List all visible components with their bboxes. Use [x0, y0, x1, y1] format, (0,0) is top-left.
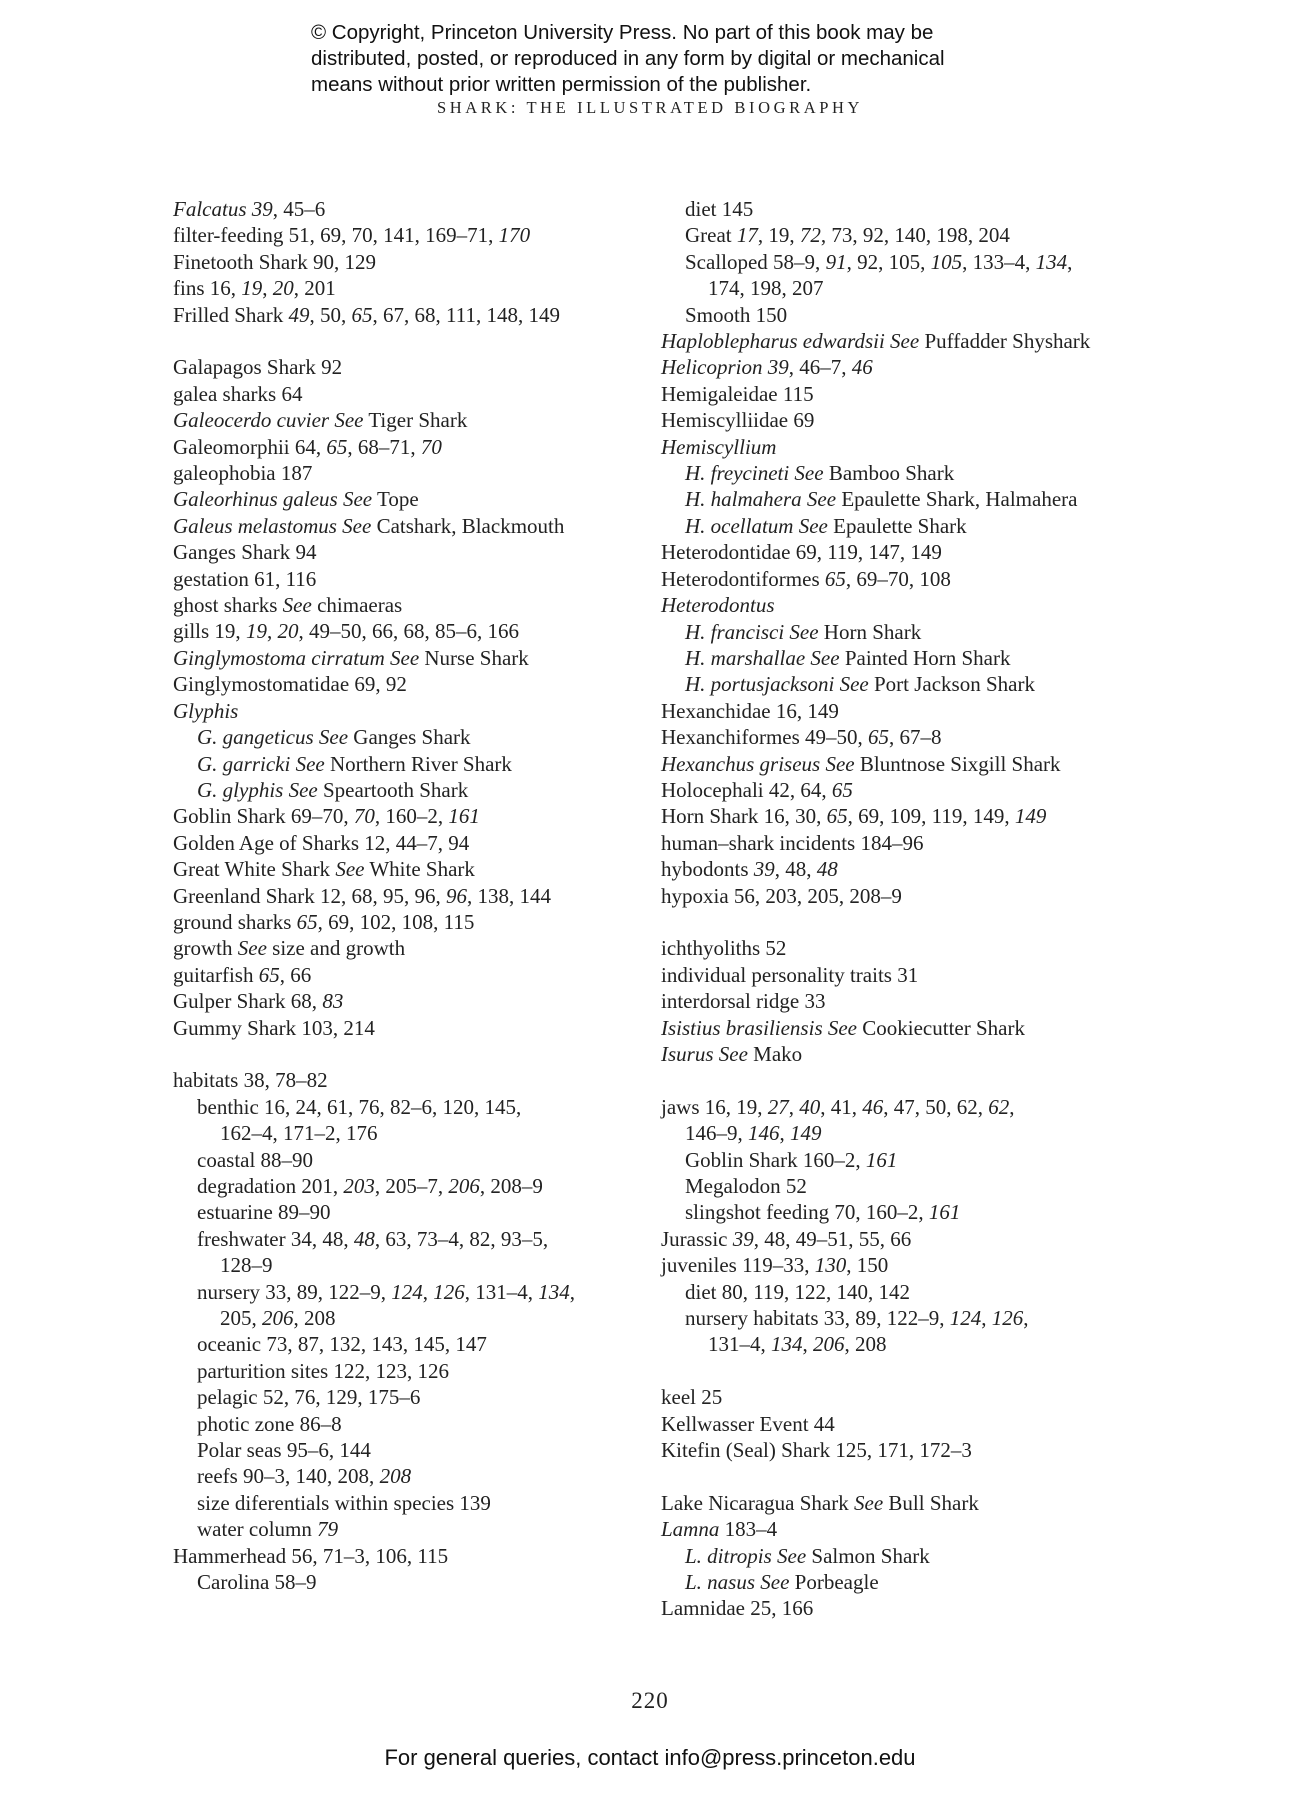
index-entry: Kitefin (Seal) Shark 125, 171, 172–3 — [661, 1438, 972, 1463]
index-gap — [661, 1463, 1151, 1489]
index-entry: Galeus melastomus See Catshark, Blackmouth — [173, 513, 565, 538]
index-subentry: reefs 90–3, 140, 208, 208 — [197, 1464, 412, 1489]
index-subentry: Polar seas 95–6, 144 — [197, 1438, 371, 1463]
index-column-right — [661, 196, 1151, 1622]
index-subentry: 146–9, 146, 149 — [685, 1121, 822, 1146]
index-subentry: L. ditropis See Salmon Shark — [685, 1543, 930, 1568]
index-subentry: water column 79 — [197, 1517, 339, 1542]
index-column-left — [173, 196, 643, 1596]
index-subentry: H. francisci See Horn Shark — [685, 619, 922, 644]
index-entry: Glyphis — [173, 698, 239, 723]
index-entry: Hemigaleidae 115 — [661, 381, 814, 406]
index-entry: Galeomorphii 64, 65, 68–71, 70 — [173, 434, 442, 459]
index-subentry: parturition sites 122, 123, 126 — [197, 1358, 449, 1383]
index-entry: Galeocerdo cuvier See Tiger Shark — [173, 408, 468, 433]
copyright-line: © Copyright, Princeton University Press. No part of this book may be — [311, 21, 934, 44]
index-entry: Greenland Shark 12, 68, 95, 96, 96, 138, 144 — [173, 883, 551, 908]
index-entry: Jurassic 39, 48, 49–51, 55, 66 — [661, 1226, 912, 1251]
index-entry: Golden Age of Sharks 12, 44–7, 94 — [173, 830, 470, 855]
index-subentry: H. marshallae See Painted Horn Shark — [685, 645, 1011, 670]
index-entry: hypoxia 56, 203, 205, 208–9 — [661, 883, 902, 908]
index-subentry: benthic 16, 24, 61, 76, 82–6, 120, 145, — [197, 1094, 522, 1119]
index-subentry: G. glyphis See Speartooth Shark — [197, 777, 469, 802]
index-entry: Ginglymostomatidae 69, 92 — [173, 672, 407, 697]
index-entry: Lamna 183–4 — [661, 1517, 778, 1542]
index-entry: Isurus See Mako — [661, 1041, 803, 1066]
index-entry: filter-feeding 51, 69, 70, 141, 169–71, 170 — [173, 223, 531, 248]
index-entry: Galapagos Shark 92 — [173, 355, 343, 380]
index-entry: Helicoprion 39, 46–7, 46 — [661, 355, 873, 380]
index-entry: Hexanchiformes 49–50, 65, 67–8 — [661, 725, 942, 750]
index-entry: Hemiscylliidae 69 — [661, 408, 815, 433]
index-entry: jaws 16, 19, 27, 40, 41, 46, 47, 50, 62, 62, — [661, 1094, 1015, 1119]
index-entry: Falcatus 39, 45–6 — [173, 197, 326, 221]
index-subentry: H. portusjacksoni See Port Jackson Shark — [685, 672, 1035, 697]
index-gap — [661, 909, 1151, 935]
index-subentry: nursery habitats 33, 89, 122–9, 124, 126, — [685, 1306, 1029, 1331]
index-entry: interdorsal ridge 33 — [661, 989, 826, 1014]
index-entry: ground sharks 65, 69, 102, 108, 115 — [173, 909, 475, 934]
index-entry: Ganges Shark 94 — [173, 540, 317, 565]
running-head: SHARK: THE ILLUSTRATED BIOGRAPHY — [436, 98, 864, 117]
index-entry: gills 19, 19, 20, 49–50, 66, 68, 85–6, 166 — [173, 619, 519, 644]
index-subentry: 128–9 — [220, 1253, 273, 1278]
index-subentry: 205, 206, 208 — [220, 1306, 336, 1331]
index-subentry: H. freycineti See Bamboo Shark — [685, 461, 955, 486]
index-subentry: diet 145 — [685, 197, 754, 221]
index-entry: Ginglymostoma cirratum See Nurse Shark — [173, 645, 529, 670]
index-entry: human–shark incidents 184–96 — [661, 830, 924, 855]
index-entry: Hemiscyllium — [661, 434, 777, 459]
index-entry: Great White Shark See White Shark — [173, 857, 475, 882]
index-entry: gestation 61, 116 — [173, 566, 317, 591]
index-entry: Heterodontiformes 65, 69–70, 108 — [661, 566, 951, 591]
index-subentry: diet 80, 119, 122, 140, 142 — [685, 1279, 910, 1304]
index-entry: Galeorhinus galeus See Tope — [173, 487, 419, 512]
index-entry: Gulper Shark 68, 83 — [173, 989, 344, 1014]
index-subentry: Goblin Shark 160–2, 161 — [685, 1147, 898, 1172]
index-subentry: oceanic 73, 87, 132, 143, 145, 147 — [197, 1332, 487, 1357]
index-entry: Horn Shark 16, 30, 65, 69, 109, 119, 149, 149 — [661, 804, 1047, 829]
index-entry: fins 16, 19, 20, 201 — [173, 276, 336, 301]
footer-contact: For general queries, contact info@press.princeton.edu — [384, 1745, 916, 1770]
index-subentry: H. ocellatum See Epaulette Shark — [685, 513, 967, 538]
index-subentry: H. halmahera See Epaulette Shark, Halmahera — [685, 487, 1078, 512]
index-subentry: coastal 88–90 — [197, 1147, 314, 1172]
index-entry: ghost sharks See chimaeras — [173, 593, 403, 618]
index-gap — [661, 1067, 1151, 1093]
index-entry: habitats 38, 78–82 — [173, 1068, 328, 1093]
index-entry: Heterodontidae 69, 119, 147, 149 — [661, 540, 942, 565]
index-entry: Gummy Shark 103, 214 — [173, 1015, 375, 1040]
index-entry: Lamnidae 25, 166 — [661, 1596, 814, 1621]
index-subentry: 162–4, 171–2, 176 — [220, 1121, 378, 1146]
index-subentry: Megalodon 52 — [685, 1174, 807, 1198]
index-subentry: estuarine 89–90 — [197, 1200, 331, 1225]
index-entry: Frilled Shark 49, 50, 65, 67, 68, 111, 148, 149 — [173, 302, 560, 327]
index-gap — [173, 328, 643, 354]
index-entry: galeophobia 187 — [173, 461, 313, 486]
index-entry: guitarfish 65, 66 — [173, 962, 312, 987]
index-entry: Haploblepharus edwardsii See Puffadder Shyshark — [661, 329, 1091, 354]
copyright-line: means without prior written permission of the publisher. — [311, 73, 812, 96]
index-subentry: G. gangeticus See Ganges Shark — [197, 725, 471, 750]
index-subentry: G. garricki See Northern River Shark — [197, 751, 512, 776]
index-entry: growth See size and growth — [173, 936, 406, 961]
index-entry: Hammerhead 56, 71–3, 106, 115 — [173, 1543, 449, 1568]
index-entry: Finetooth Shark 90, 129 — [173, 249, 376, 274]
index-subentry: degradation 201, 203, 205–7, 206, 208–9 — [197, 1174, 543, 1198]
index-entry: hybodonts 39, 48, 48 — [661, 857, 838, 882]
index-entry: keel 25 — [661, 1385, 723, 1410]
index-entry: Lake Nicaragua Shark See Bull Shark — [661, 1490, 979, 1515]
index-entry: galea sharks 64 — [173, 381, 303, 406]
index-entry: Heterodontus — [661, 593, 775, 618]
index-entry: ichthyoliths 52 — [661, 936, 787, 961]
index-subentry: freshwater 34, 48, 48, 63, 73–4, 82, 93–5, — [197, 1226, 549, 1251]
index-gap — [661, 1358, 1151, 1384]
index-subentry: photic zone 86–8 — [197, 1411, 342, 1436]
index-subentry: 174, 198, 207 — [708, 276, 824, 301]
copyright-notice — [311, 20, 1071, 98]
index-entry: Holocephali 42, 64, 65 — [661, 777, 853, 802]
index-subentry: 131–4, 134, 206, 208 — [708, 1332, 887, 1357]
index-subentry: L. nasus See Porbeagle — [685, 1570, 879, 1595]
index-entry: Goblin Shark 69–70, 70, 160–2, 161 — [173, 804, 480, 829]
index-subentry: Scalloped 58–9, 91, 92, 105, 105, 133–4, 134, — [685, 249, 1073, 274]
index-gap — [173, 1041, 643, 1067]
index-subentry: Carolina 58–9 — [197, 1570, 317, 1595]
index-subentry: pelagic 52, 76, 129, 175–6 — [197, 1385, 421, 1410]
index-subentry: slingshot feeding 70, 160–2, 161 — [685, 1200, 961, 1225]
index-entry: Hexanchidae 16, 149 — [661, 698, 839, 723]
index-entry: Kellwasser Event 44 — [661, 1411, 835, 1436]
copyright-line: distributed, posted, or reproduced in any form by digital or mechanical — [311, 47, 945, 70]
index-entry: Isistius brasiliensis See Cookiecutter Shark — [661, 1015, 1025, 1040]
index-entry: juveniles 119–33, 130, 150 — [661, 1253, 889, 1278]
index-subentry: size diferentials within species 139 — [197, 1490, 491, 1515]
index-subentry: Great 17, 19, 72, 73, 92, 140, 198, 204 — [685, 223, 1010, 248]
page-number: 220 — [631, 1688, 669, 1713]
index-entry: Hexanchus griseus See Bluntnose Sixgill Shark — [661, 751, 1061, 776]
index-subentry: nursery 33, 89, 122–9, 124, 126, 131–4, 134, — [197, 1279, 575, 1304]
index-entry: individual personality traits 31 — [661, 962, 919, 987]
index-subentry: Smooth 150 — [685, 302, 788, 327]
